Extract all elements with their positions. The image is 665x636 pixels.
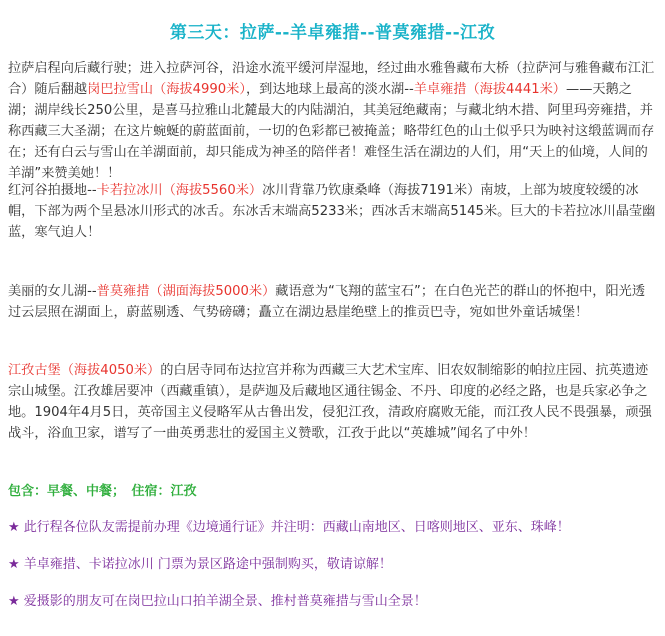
- p1-highlight-yamdrok: 羊卓雍措（海拔4441米）: [413, 82, 566, 97]
- paragraph-puma-yumco: [8, 281, 658, 323]
- p3-highlight-puma-yumco: 普莫雍措（湖面海拔5000米）: [96, 284, 276, 299]
- paragraph-gyantse: [8, 360, 658, 444]
- paragraph-lhasa-yamdrok: [8, 58, 658, 184]
- p3-text-a: 美丽的女儿湖--: [8, 284, 97, 299]
- day-title: 第三天：拉萨--羊卓雍措--普莫雍措--江孜: [169, 23, 496, 43]
- p2-highlight-karola: 卡若拉冰川（海拔5560米）: [96, 183, 263, 198]
- paragraph-karola-glacier: [8, 180, 658, 243]
- note-tickets: ★ 羊卓雍措、卡诺拉冰川 门票为景区路途中强制购买，敬请谅解！: [8, 557, 392, 572]
- p2-text-a: 红河谷拍摄地--: [8, 183, 97, 198]
- p3-text-c: 藏语意为“飞翔的蓝宝石”；在白色光芒的群山的怀抱中，阳光透过云层照在湖面上，蔚蓝剔透、气势磅礴；矗立在湖边悬崖绝壁上的推贡巴寺，宛如世外童话城堡！: [8, 284, 646, 320]
- note-border-permit: ★ 此行程各位队友需提前办理《边境通行证》并注明：西藏山南地区、日喀则地区、亚东、珠峰！: [8, 520, 570, 535]
- p1-text-a: 拉萨启程向后藏行驶；进入拉萨河谷，沿途水流平缓河岸湿地，经过曲水雅鲁藏布大桥（拉萨河与雅鲁藏布江汇合）随后翻越: [8, 61, 655, 97]
- meals-accommodation: 包含：早餐、中餐； 住宿：江孜: [8, 484, 197, 499]
- p2-text-c: 冰川背靠乃钦康桑峰（海拔7191米）南坡，上部为坡度较缓的冰帽，下部为两个呈悬冰川形式的冰舌。东冰舌末端高5233米；西冰舌末端高5145米。巨大的卡若拉冰川晶莹幽蓝，寒气迫人！: [8, 183, 656, 240]
- p4-text-b: 的白居寺同布达拉宫并称为西藏三大艺术宝库、旧农奴制缩影的帕拉庄园、抗英遗迹宗山城堡。江孜雄居要冲（西藏重镇），是萨迦及后藏地区通往锡金、不丹、印度的必经之路，也是兵家必争之地。1904年4月5日，英帝国主义侵略军从古鲁出发，侵犯江孜，清政府腐败无能，而江孜人民不畏强暴，顽强战斗，浴血卫家，谱写了一曲英勇悲壮的爱国主义赞歌，江孜于此以“英雄城”闻名了中外！: [8, 363, 652, 441]
- p4-highlight-gyantse: 江孜古堡（海拔4050米）: [8, 363, 161, 378]
- p1-highlight-kamba-la: 岗巴拉雪山（海拔4990米）: [87, 82, 246, 97]
- p1-text-c: ，到达地球上最高的淡水湖--: [245, 82, 414, 97]
- p1-text-e: ——天鹅之湖；湖岸线长250公里，是喜马拉雅山北麓最大的内陆湖泊，其美冠绝藏南；与藏北纳木措、阿里玛旁雍措，并称西藏三大圣湖；在这片蜿蜒的蔚蓝面前，一切的色彩都已被掩盖；略带红色的山土似乎只为映衬这缎蓝调而存在；还有白云与雪山在羊湖面前，却只能成为神圣的陪伴者！难怪生活在湖边的人们，用“天上的仙境，人间的羊湖”来赞美她！！: [8, 82, 655, 181]
- note-photography: ★ 爱摄影的朋友可在岗巴拉山口拍羊湖全景、推村普莫雍措与雪山全景！: [8, 594, 427, 609]
